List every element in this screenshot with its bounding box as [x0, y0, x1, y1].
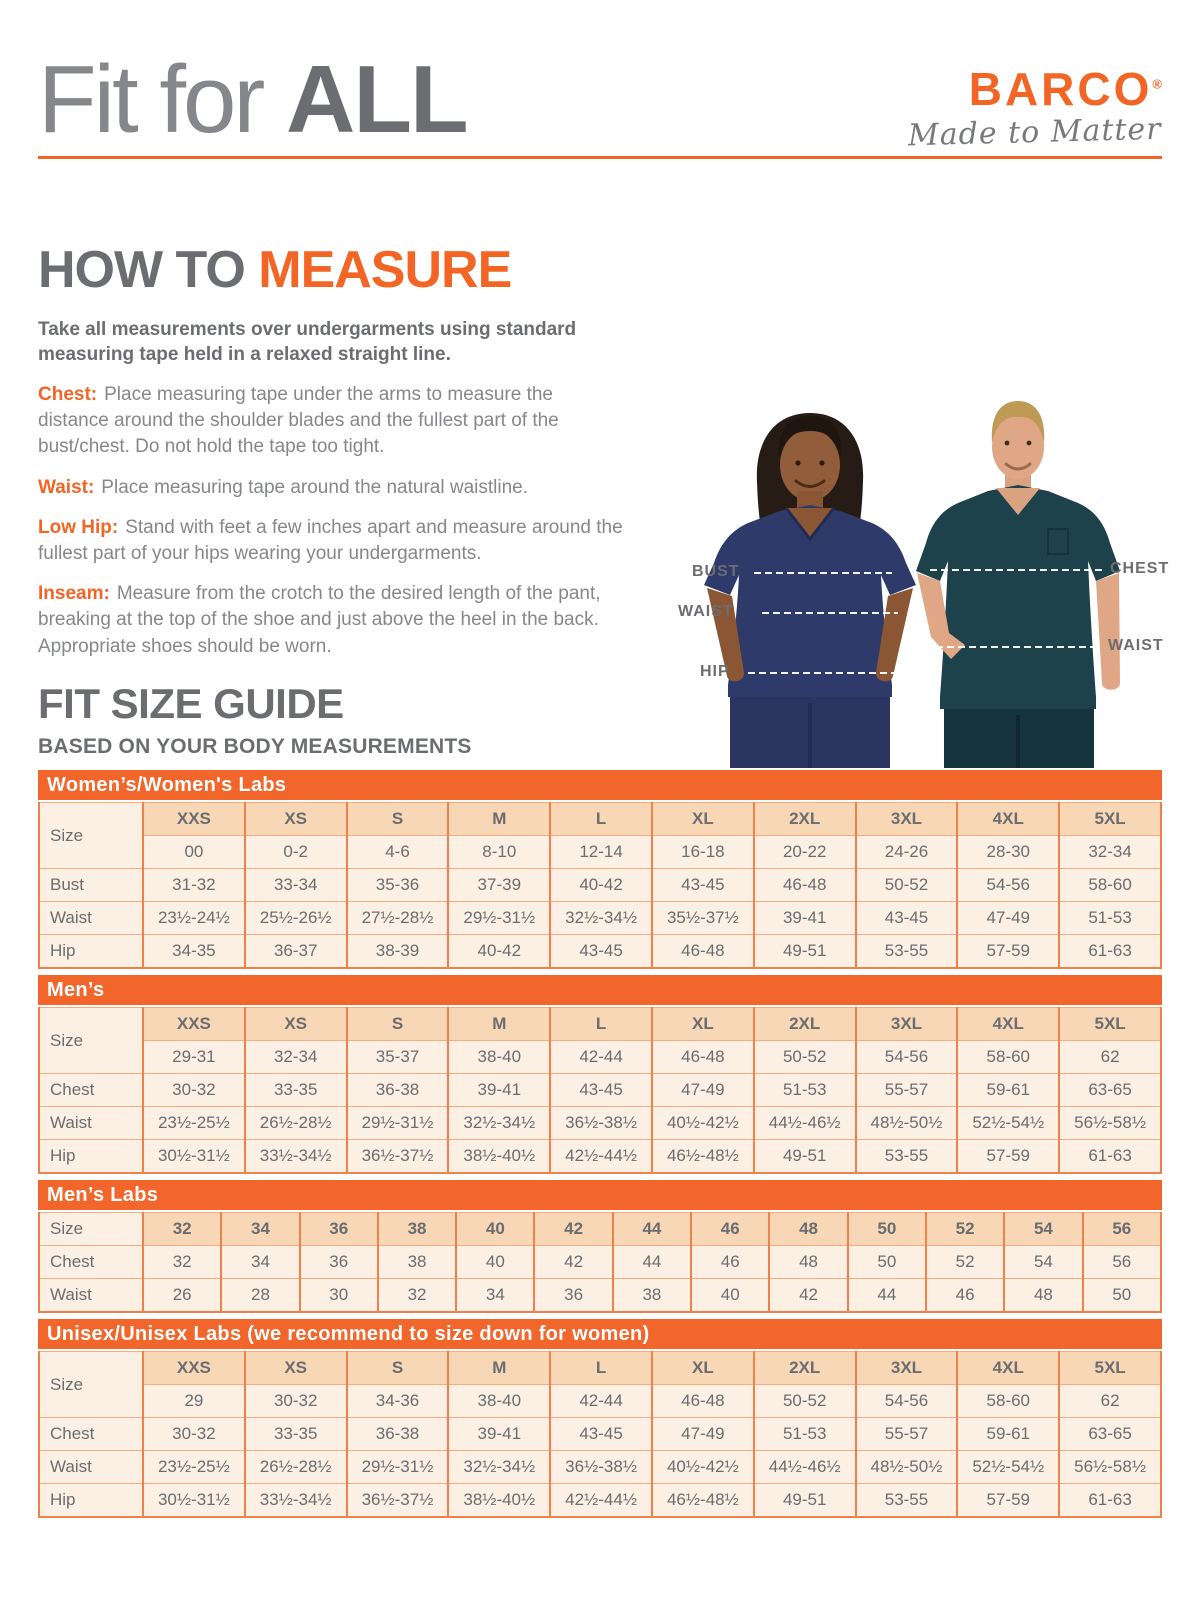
- size-cell: 44: [613, 1246, 691, 1279]
- row-label: Hip: [39, 935, 143, 969]
- mens-labs-size-table-wrap: [38, 1212, 1162, 1313]
- size-cell: 59-61: [957, 1074, 1059, 1107]
- size-cell: 55-57: [856, 1418, 958, 1451]
- size-cell: 48½-50½: [856, 1451, 958, 1484]
- size-cell: 61-63: [1059, 1140, 1161, 1174]
- size-cell: 28: [221, 1279, 299, 1313]
- size-cell: 46-48: [652, 935, 754, 969]
- size-cell: 35½-37½: [652, 902, 754, 935]
- size-cell: 50: [1083, 1279, 1161, 1313]
- measure-item-label: Low Hip:: [38, 516, 119, 538]
- size-cell: 39-41: [448, 1418, 550, 1451]
- size-cell: 30: [300, 1279, 378, 1313]
- size-number-cell: 32-34: [245, 1041, 347, 1074]
- size-column-header: 38: [378, 1213, 456, 1246]
- size-table: [38, 1007, 1162, 1174]
- size-column-header: XL: [652, 1352, 754, 1385]
- size-number-cell: 46-48: [652, 1385, 754, 1418]
- size-column-header: XS: [245, 1008, 347, 1041]
- size-cell: 33-35: [245, 1418, 347, 1451]
- mens-size-table-wrap: [38, 1007, 1162, 1174]
- size-cell: 56½-58½: [1059, 1107, 1161, 1140]
- size-number-cell: 29: [143, 1385, 245, 1418]
- size-column-header: 54: [1004, 1213, 1082, 1246]
- size-cell: 23½-24½: [143, 902, 245, 935]
- table-banner-unisex: Unisex/Unisex Labs (we recommend to size down for women): [38, 1319, 1162, 1349]
- size-header-label: Size: [39, 1213, 143, 1246]
- size-cell: 54-56: [957, 869, 1059, 902]
- table-row: [39, 1451, 1161, 1484]
- size-cell: 49-51: [754, 1484, 856, 1518]
- size-cell: 49-51: [754, 1140, 856, 1174]
- size-number-cell: 38-40: [448, 1385, 550, 1418]
- table-banner-mens-labs: Men’s Labs: [38, 1180, 1162, 1210]
- size-column-header: 2XL: [754, 1008, 856, 1041]
- size-column-header: 4XL: [957, 803, 1059, 836]
- measure-item-label: Chest:: [38, 383, 98, 405]
- table-row: [39, 902, 1161, 935]
- registered-mark: ®: [1152, 76, 1162, 92]
- size-column-header: 34: [221, 1213, 299, 1246]
- brand-tagline: Made to Matter: [908, 111, 1163, 154]
- row-label: Bust: [39, 869, 143, 902]
- page-title-light: Fit for: [38, 46, 287, 153]
- size-header-label: Size: [39, 1352, 143, 1418]
- size-column-header: XXS: [143, 803, 245, 836]
- size-column-header: 4XL: [957, 1008, 1059, 1041]
- brand-logo: [908, 63, 1163, 154]
- size-cell: 35-36: [347, 869, 449, 902]
- size-cell: 40: [456, 1246, 534, 1279]
- size-cell: 23½-25½: [143, 1451, 245, 1484]
- size-cell: 32: [143, 1246, 221, 1279]
- size-cell: 29½-31½: [448, 902, 550, 935]
- size-cell: 47-49: [957, 902, 1059, 935]
- size-cell: 58-60: [1059, 869, 1161, 902]
- row-label: Waist: [39, 902, 143, 935]
- size-cell: 63-65: [1059, 1418, 1161, 1451]
- size-cell: 53-55: [856, 935, 958, 969]
- table-row: [39, 935, 1161, 969]
- size-cell: 36-38: [347, 1418, 449, 1451]
- size-cell: 23½-25½: [143, 1107, 245, 1140]
- size-cell: 43-45: [652, 869, 754, 902]
- size-column-header: 3XL: [856, 1008, 958, 1041]
- measure-item-text: Stand with feet a few inches apart and measure around the fullest part of your hips wearing your undergarments.: [38, 516, 623, 564]
- size-cell: 44: [848, 1279, 926, 1313]
- size-cell: 50: [848, 1246, 926, 1279]
- size-cell: 26½-28½: [245, 1107, 347, 1140]
- size-number-cell: 50-52: [754, 1041, 856, 1074]
- size-cell: 27½-28½: [347, 902, 449, 935]
- size-table: [38, 1212, 1162, 1313]
- size-column-header: 52: [926, 1213, 1004, 1246]
- row-label: Waist: [39, 1451, 143, 1484]
- row-label: Hip: [39, 1484, 143, 1518]
- size-cell: 52: [926, 1246, 1004, 1279]
- size-cell: 59-61: [957, 1418, 1059, 1451]
- size-cell: 43-45: [856, 902, 958, 935]
- measure-item-text: Place measuring tape under the arms to measure the distance around the shoulder blades and the fullest part of the bust/chest. Do not hold the tape too tight.: [38, 383, 559, 458]
- size-column-header: 3XL: [856, 803, 958, 836]
- how-to-measure-section: [38, 240, 626, 660]
- size-number-cell: 35-37: [347, 1041, 449, 1074]
- size-number-cell: 20-22: [754, 836, 856, 869]
- size-cell: 48½-50½: [856, 1107, 958, 1140]
- size-cell: 63-65: [1059, 1074, 1161, 1107]
- size-header-label: Size: [39, 803, 143, 869]
- size-cell: 57-59: [957, 935, 1059, 969]
- size-cell: 46: [926, 1279, 1004, 1313]
- size-number-cell: 29-31: [143, 1041, 245, 1074]
- size-column-header: 4XL: [957, 1352, 1059, 1385]
- size-cell: 25½-26½: [245, 902, 347, 935]
- size-cell: 48: [1004, 1279, 1082, 1313]
- size-cell: 30-32: [143, 1418, 245, 1451]
- size-cell: 39-41: [448, 1074, 550, 1107]
- measure-item-inseam: [38, 581, 626, 660]
- size-cell: 36½-37½: [347, 1140, 449, 1174]
- fit-size-guide-section: [38, 680, 1162, 1518]
- size-number-cell: 58-60: [957, 1041, 1059, 1074]
- size-column-header: M: [448, 803, 550, 836]
- heading-gray-part: HOW TO: [38, 241, 259, 299]
- orange-divider: [38, 156, 1162, 159]
- size-number-cell: 54-56: [856, 1041, 958, 1074]
- fit-size-guide-subheading: BASED ON YOUR BODY MEASUREMENTS: [38, 735, 472, 758]
- size-cell: 40½-42½: [652, 1107, 754, 1140]
- unisex-size-table-wrap: [38, 1351, 1162, 1518]
- size-column-header: 42: [534, 1213, 612, 1246]
- measurement-label-man-waist: WAIST: [1108, 637, 1164, 654]
- size-cell: 46: [691, 1246, 769, 1279]
- size-cell: 37-39: [448, 869, 550, 902]
- table-row: [39, 1107, 1161, 1140]
- size-column-header: 36: [300, 1213, 378, 1246]
- measure-item-label: Waist:: [38, 476, 95, 498]
- size-column-header: M: [448, 1352, 550, 1385]
- brand-name: [908, 63, 1162, 115]
- measure-intro: Take all measurements over undergarments using standard measuring tape held in a relaxed straight line.: [38, 319, 577, 366]
- row-label: Chest: [39, 1074, 143, 1107]
- size-cell: 52½-54½: [957, 1107, 1059, 1140]
- table-row: [39, 1140, 1161, 1174]
- size-cell: 47-49: [652, 1074, 754, 1107]
- size-number-cell: 12-14: [550, 836, 652, 869]
- table-row: [39, 1279, 1161, 1313]
- measurement-label-bust: BUST: [692, 563, 740, 580]
- size-cell: 40: [691, 1279, 769, 1313]
- size-cell: 52½-54½: [957, 1451, 1059, 1484]
- size-column-header: 50: [848, 1213, 926, 1246]
- size-number-cell: 42-44: [550, 1041, 652, 1074]
- size-cell: 44½-46½: [754, 1451, 856, 1484]
- table-row: [39, 1418, 1161, 1451]
- size-cell: 32½-34½: [448, 1107, 550, 1140]
- size-number-cell: 16-18: [652, 836, 754, 869]
- size-column-header: L: [550, 803, 652, 836]
- size-number-cell: 28-30: [957, 836, 1059, 869]
- size-cell: 32: [378, 1279, 456, 1313]
- size-cell: 50-52: [856, 869, 958, 902]
- size-column-header: XXS: [143, 1008, 245, 1041]
- size-cell: 29½-31½: [347, 1107, 449, 1140]
- table-banner-womens: Women’s/Women's Labs: [38, 770, 1162, 800]
- row-label: Waist: [39, 1107, 143, 1140]
- size-cell: 36-38: [347, 1074, 449, 1107]
- size-cell: 33-34: [245, 869, 347, 902]
- size-column-header: 5XL: [1059, 803, 1161, 836]
- measure-item-label: Inseam:: [38, 583, 110, 605]
- size-column-header: 46: [691, 1213, 769, 1246]
- size-column-header: 40: [456, 1213, 534, 1246]
- size-cell: 36-37: [245, 935, 347, 969]
- size-table: [38, 1351, 1162, 1518]
- size-cell: 43-45: [550, 1418, 652, 1451]
- size-number-cell: 0-2: [245, 836, 347, 869]
- size-cell: 36: [534, 1279, 612, 1313]
- size-cell: 48: [769, 1246, 847, 1279]
- size-column-header: 5XL: [1059, 1352, 1161, 1385]
- size-column-header: 2XL: [754, 1352, 856, 1385]
- size-cell: 33½-34½: [245, 1140, 347, 1174]
- size-column-header: 2XL: [754, 803, 856, 836]
- size-number-cell: 54-56: [856, 1385, 958, 1418]
- table-row: [39, 1246, 1161, 1279]
- size-column-header: XXS: [143, 1352, 245, 1385]
- size-cell: 36½-38½: [550, 1107, 652, 1140]
- size-cell: 51-53: [754, 1418, 856, 1451]
- size-column-header: 56: [1083, 1213, 1161, 1246]
- size-number-cell: 4-6: [347, 836, 449, 869]
- size-column-header: XL: [652, 803, 754, 836]
- size-cell: 34-35: [143, 935, 245, 969]
- size-cell: 43-45: [550, 935, 652, 969]
- header: [38, 46, 1163, 154]
- row-label: Chest: [39, 1418, 143, 1451]
- size-cell: 40½-42½: [652, 1451, 754, 1484]
- size-column-header: L: [550, 1008, 652, 1041]
- size-header-label: Size: [39, 1008, 143, 1074]
- size-column-header: S: [347, 1352, 449, 1385]
- size-cell: 36½-38½: [550, 1451, 652, 1484]
- size-table: [38, 802, 1162, 969]
- measure-item-text: Measure from the crotch to the desired length of the pant, breaking at the top of the shoe and just above the heel in the back. Appropriate shoes should be worn.: [38, 583, 601, 657]
- size-cell: 57-59: [957, 1140, 1059, 1174]
- womens-size-table-wrap: [38, 802, 1162, 969]
- size-cell: 61-63: [1059, 935, 1161, 969]
- measure-item-low-hip: [38, 515, 626, 567]
- size-column-header: 48: [769, 1213, 847, 1246]
- row-label: Chest: [39, 1246, 143, 1279]
- size-cell: 56: [1083, 1246, 1161, 1279]
- size-cell: 42½-44½: [550, 1140, 652, 1174]
- size-number-cell: 8-10: [448, 836, 550, 869]
- size-cell: 33½-34½: [245, 1484, 347, 1518]
- table-row: [39, 1484, 1161, 1518]
- size-column-header: XS: [245, 1352, 347, 1385]
- size-cell: 32½-34½: [550, 902, 652, 935]
- brand-wordmark: BARCO: [968, 63, 1153, 115]
- measurement-label-hip: HIP: [700, 663, 730, 680]
- size-cell: 61-63: [1059, 1484, 1161, 1518]
- size-cell: 36½-37½: [347, 1484, 449, 1518]
- row-label: Hip: [39, 1140, 143, 1174]
- size-cell: 33-35: [245, 1074, 347, 1107]
- size-cell: 30½-31½: [143, 1484, 245, 1518]
- size-number-cell: 00: [143, 836, 245, 869]
- size-column-header: 44: [613, 1213, 691, 1246]
- size-cell: 44½-46½: [754, 1107, 856, 1140]
- size-cell: 46½-48½: [652, 1484, 754, 1518]
- size-cell: 46-48: [754, 869, 856, 902]
- size-cell: 40-42: [550, 869, 652, 902]
- size-cell: 26: [143, 1279, 221, 1313]
- size-cell: 29½-31½: [347, 1451, 449, 1484]
- size-cell: 56½-58½: [1059, 1451, 1161, 1484]
- measurement-label-waist: WAIST: [678, 603, 734, 620]
- size-cell: 42½-44½: [550, 1484, 652, 1518]
- size-column-header: S: [347, 1008, 449, 1041]
- size-cell: 42: [534, 1246, 612, 1279]
- size-number-cell: 34-36: [347, 1385, 449, 1418]
- size-column-header: 3XL: [856, 1352, 958, 1385]
- size-column-header: XS: [245, 803, 347, 836]
- size-cell: 38-39: [347, 935, 449, 969]
- size-cell: 43-45: [550, 1074, 652, 1107]
- size-cell: 26½-28½: [245, 1451, 347, 1484]
- size-number-cell: 50-52: [754, 1385, 856, 1418]
- size-cell: 32½-34½: [448, 1451, 550, 1484]
- size-cell: 51-53: [1059, 902, 1161, 935]
- size-cell: 55-57: [856, 1074, 958, 1107]
- size-column-header: S: [347, 803, 449, 836]
- table-row: [39, 869, 1161, 902]
- size-column-header: 32: [143, 1213, 221, 1246]
- measure-item-waist: [38, 475, 626, 501]
- size-column-header: M: [448, 1008, 550, 1041]
- size-cell: 47-49: [652, 1418, 754, 1451]
- measure-item-chest: [38, 382, 626, 461]
- size-cell: 38½-40½: [448, 1140, 550, 1174]
- heading-orange-part: MEASURE: [258, 241, 512, 299]
- size-number-cell: 38-40: [448, 1041, 550, 1074]
- size-cell: 53-55: [856, 1484, 958, 1518]
- row-label: Waist: [39, 1279, 143, 1313]
- size-number-cell: 46-48: [652, 1041, 754, 1074]
- size-cell: 36: [300, 1246, 378, 1279]
- size-cell: 51-53: [754, 1074, 856, 1107]
- measurement-label-chest: CHEST: [1110, 560, 1170, 577]
- size-number-cell: 24-26: [856, 836, 958, 869]
- how-to-measure-heading: [38, 240, 626, 300]
- size-cell: 49-51: [754, 935, 856, 969]
- size-cell: 34: [221, 1246, 299, 1279]
- size-cell: 31-32: [143, 869, 245, 902]
- size-number-cell: 42-44: [550, 1385, 652, 1418]
- size-cell: 38½-40½: [448, 1484, 550, 1518]
- table-banner-mens: Men’s: [38, 975, 1162, 1005]
- size-number-cell: 62: [1059, 1041, 1161, 1074]
- fit-size-guide-heading: FIT SIZE GUIDE: [38, 680, 344, 727]
- size-cell: 57-59: [957, 1484, 1059, 1518]
- size-number-cell: 62: [1059, 1385, 1161, 1418]
- size-cell: 38: [378, 1246, 456, 1279]
- size-column-header: 5XL: [1059, 1008, 1161, 1041]
- size-number-cell: 32-34: [1059, 836, 1161, 869]
- size-cell: 39-41: [754, 902, 856, 935]
- size-number-cell: 30-32: [245, 1385, 347, 1418]
- size-cell: 54: [1004, 1246, 1082, 1279]
- size-column-header: L: [550, 1352, 652, 1385]
- size-cell: 42: [769, 1279, 847, 1313]
- size-cell: 40-42: [448, 935, 550, 969]
- size-cell: 34: [456, 1279, 534, 1313]
- size-cell: 30½-31½: [143, 1140, 245, 1174]
- size-cell: 53-55: [856, 1140, 958, 1174]
- size-column-header: XL: [652, 1008, 754, 1041]
- size-cell: 30-32: [143, 1074, 245, 1107]
- table-row: [39, 1074, 1161, 1107]
- page-title-bold: ALL: [286, 46, 467, 153]
- size-cell: 46½-48½: [652, 1140, 754, 1174]
- size-number-cell: 58-60: [957, 1385, 1059, 1418]
- measure-item-text: Place measuring tape around the natural waistline.: [101, 476, 528, 498]
- size-cell: 38: [613, 1279, 691, 1313]
